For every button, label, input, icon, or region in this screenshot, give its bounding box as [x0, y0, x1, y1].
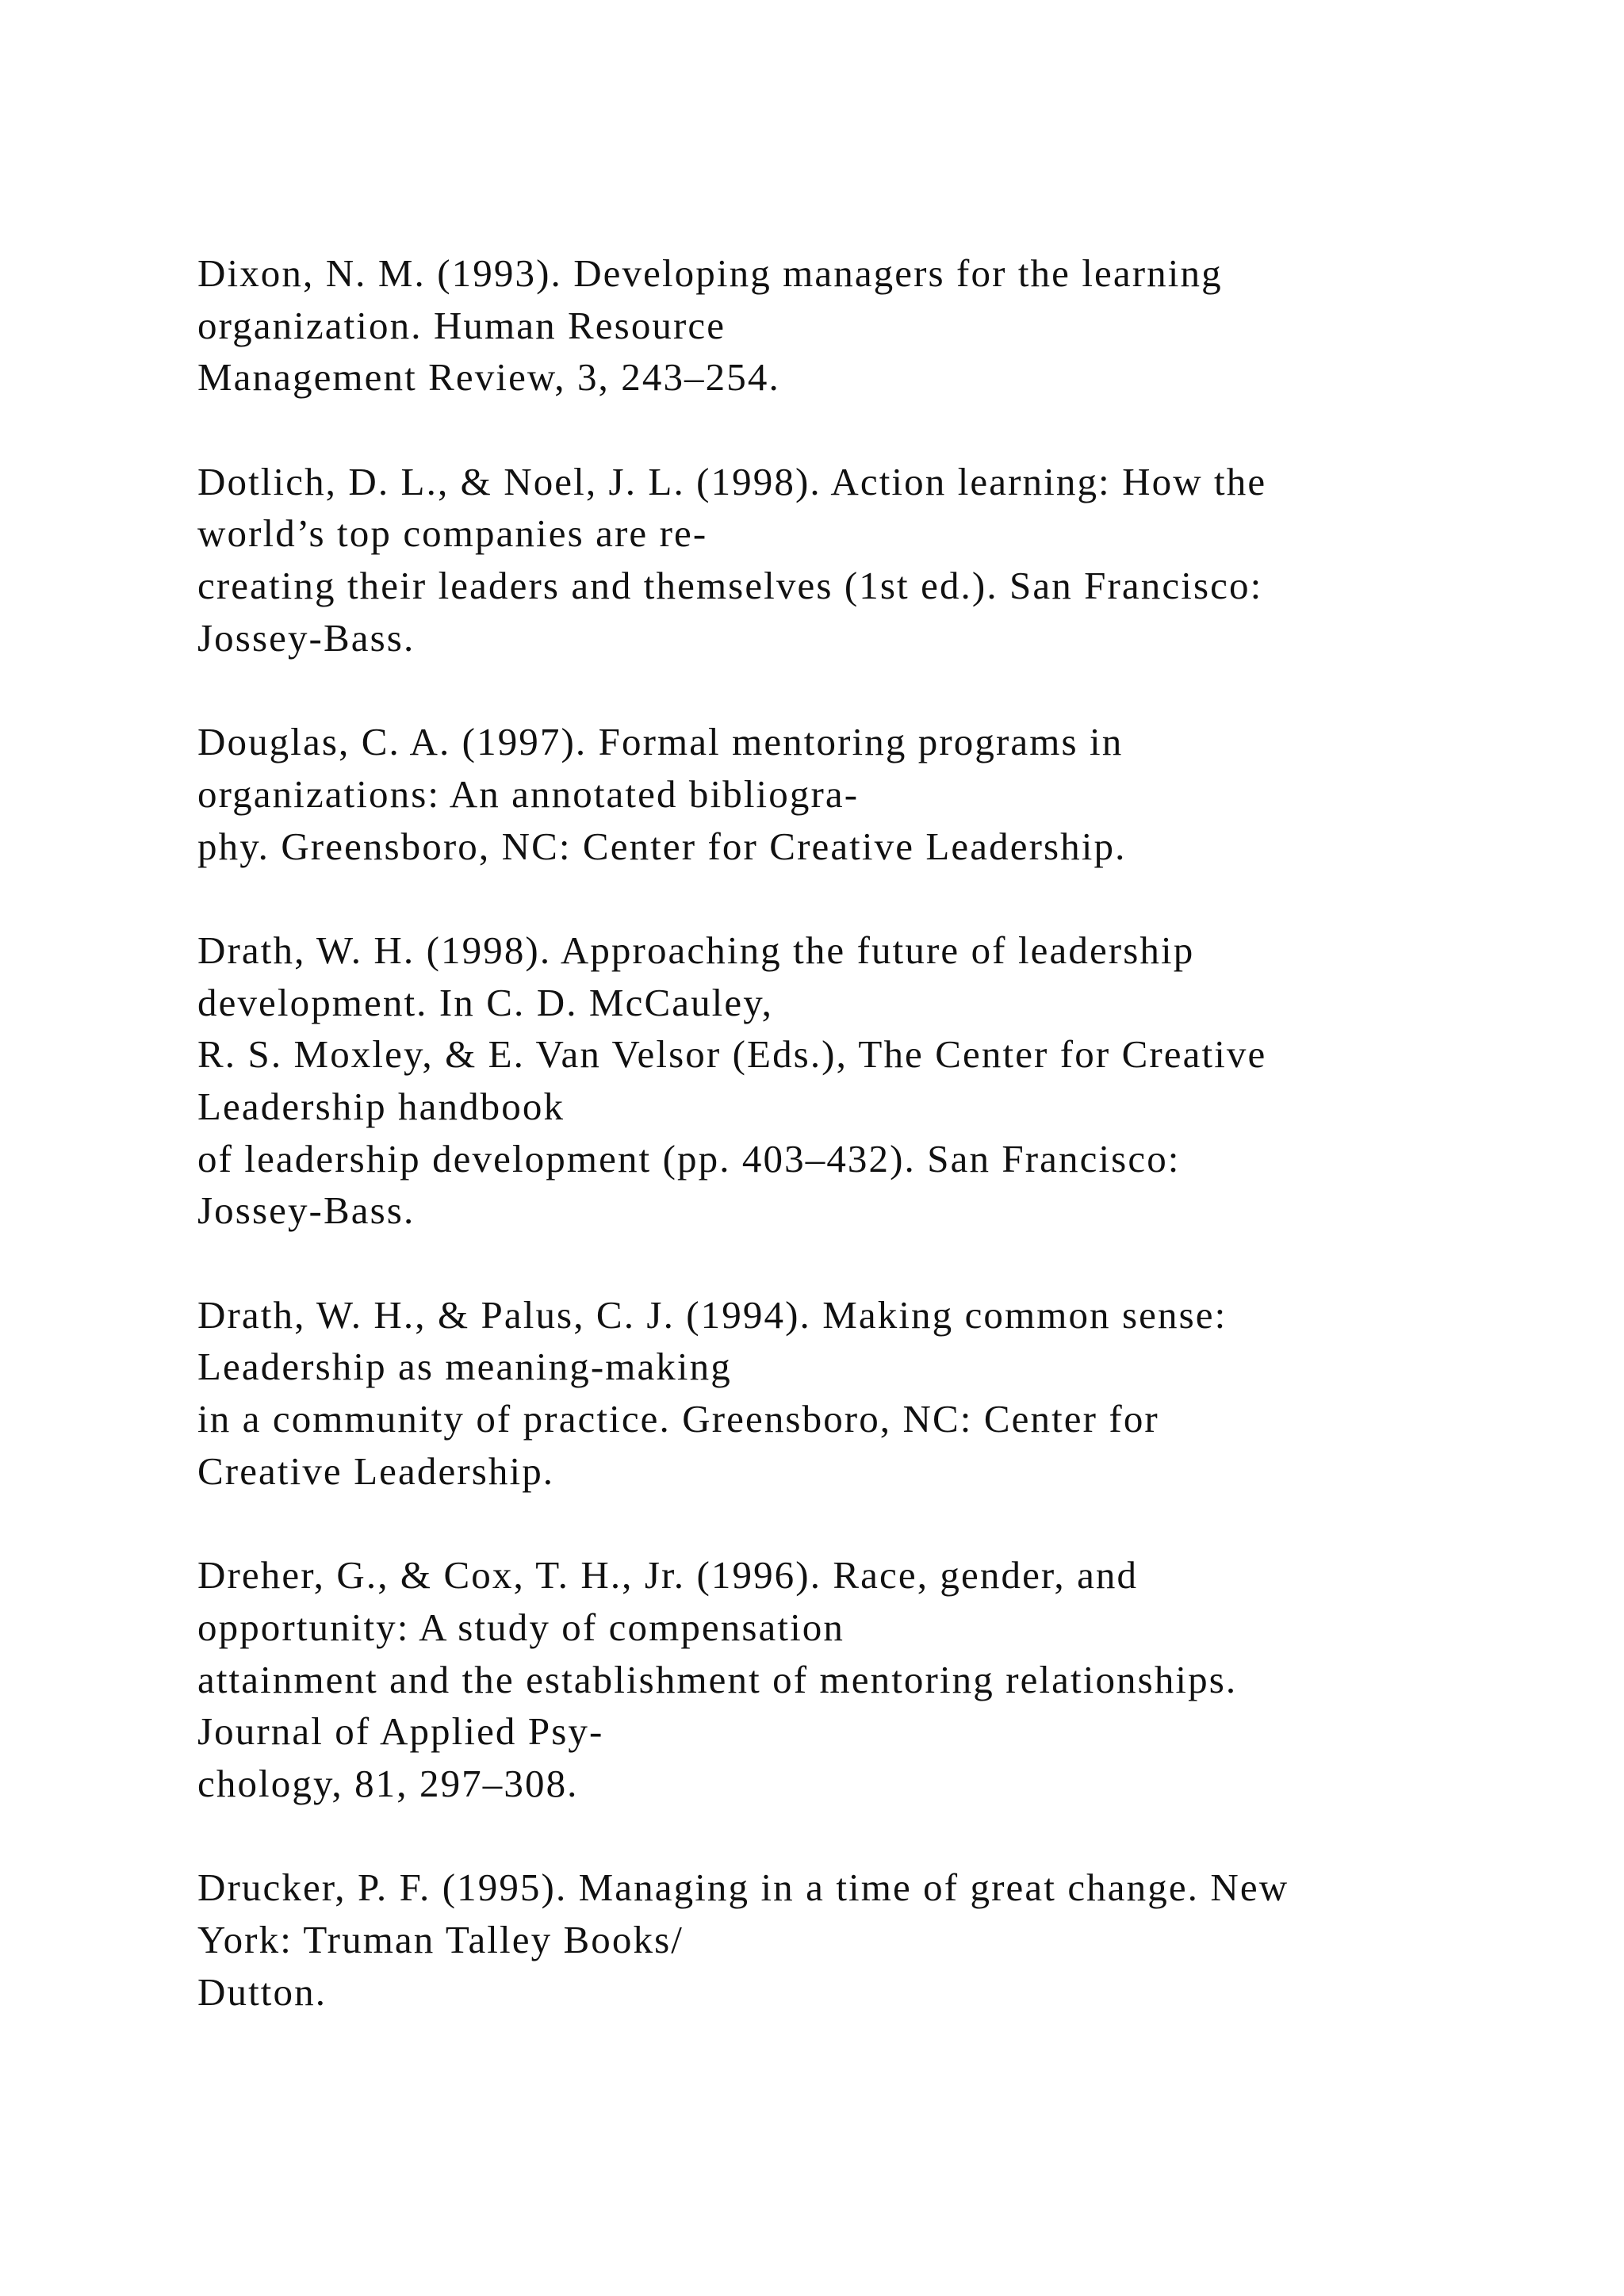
reference-line: R. S. Moxley, & E. Van Velsor (Eds.), The Center for Creative [197, 1032, 1267, 1077]
reference-line: Drath, W. H. (1998). Approaching the future of leadership [197, 928, 1195, 972]
reference-line: development. In C. D. McCauley, [197, 980, 774, 1024]
reference-entry-douglas-1997 [197, 716, 1593, 872]
reference-entry-dixon-1993 [197, 247, 1593, 404]
reference-line: York: Truman Talley Books/ [197, 1918, 684, 1961]
reference-entry-dotlich-1998 [197, 456, 1593, 664]
reference-line: creating their leaders and themselves (1st ed.). San Francisco: [197, 564, 1263, 608]
reference-line: opportunity: A study of compensation [197, 1605, 845, 1649]
reference-line: Dreher, G., & Cox, T. H., Jr. (1996). Race, gender, and [197, 1553, 1139, 1598]
reference-line: chology, 81, 297–308. [197, 1761, 579, 1805]
reference-line: Dotlich, D. L., & Noel, J. L. (1998). Action learning: How the [197, 459, 1267, 503]
reference-line: Dutton. [197, 1969, 327, 2014]
reference-line: Dixon, N. M. (1993). Developing managers for the learning [197, 251, 1223, 295]
reference-entry-dreher-cox-1996 [197, 1549, 1593, 1809]
reference-line: of leadership development (pp. 403–432). San Francisco: [197, 1136, 1181, 1181]
reference-line: Management Review, 3, 243–254. [197, 355, 780, 400]
reference-entry-drath-1998 [197, 924, 1593, 1237]
reference-entry-drucker-1995 [197, 1862, 1593, 2018]
reference-line: in a community of practice. Greensboro, NC: Center for [197, 1397, 1159, 1441]
reference-line: attainment and the establishment of mentoring relationships. [197, 1657, 1238, 1701]
reference-line: Drucker, P. F. (1995). Managing in a time of great change. New [197, 1866, 1289, 1910]
reference-line: Creative Leadership. [197, 1448, 555, 1493]
reference-line: Journal of Applied Psy- [197, 1709, 604, 1754]
reference-line: Jossey-Bass. [197, 615, 416, 660]
reference-line: Leadership handbook [197, 1085, 565, 1128]
reference-line: phy. Greensboro, NC: Center for Creative Leadership. [197, 824, 1127, 868]
reference-line: organizations: An annotated bibliogra- [197, 771, 860, 816]
reference-line: Drath, W. H., & Palus, C. J. (1994). Making common sense: [197, 1292, 1228, 1337]
reference-list [197, 247, 1593, 2018]
reference-line: organization. Human Resource [197, 303, 726, 347]
reference-line: Douglas, C. A. (1997). Formal mentoring programs in [197, 720, 1124, 764]
reference-line: Jossey-Bass. [197, 1188, 416, 1233]
reference-line: Leadership as meaning-making [197, 1345, 732, 1389]
reference-entry-drath-palus-1994 [197, 1289, 1593, 1498]
reference-line: world’s top companies are re- [197, 511, 708, 556]
